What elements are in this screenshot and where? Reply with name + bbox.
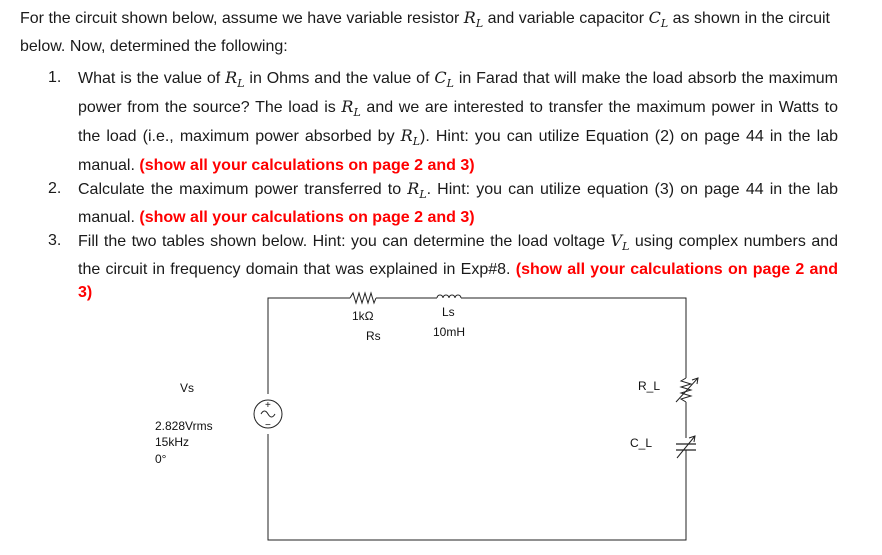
symbol-rl: $R_L$ bbox=[225, 68, 245, 91]
symbol-rl: $R_L$ bbox=[407, 178, 427, 201]
symbol-cl: $C_L$ bbox=[648, 8, 669, 31]
vs-phase-label: 0° bbox=[155, 452, 167, 466]
ls-value-label: 10mH bbox=[433, 325, 466, 339]
symbol-rl: $R_L$ bbox=[341, 97, 361, 120]
variable-resistor-rl-symbol bbox=[676, 378, 698, 402]
q1-text-d: and we are interested to transfer the maximum power in Watts to the load (i.e., maximum power absorbed by bbox=[78, 99, 838, 146]
rs-name-label: Rs bbox=[366, 329, 381, 343]
source-minus-sign: − bbox=[265, 420, 271, 431]
intro-text-1: For the circuit shown below, assume we have variable resistor bbox=[20, 10, 460, 27]
q3-emphasis: (show all your calculations on page 2 and 3) bbox=[78, 260, 838, 301]
q1-text-c: in Farad that will make the load absorb the maximum power from the source? The load is bbox=[78, 70, 839, 117]
ls-name-label: Ls bbox=[442, 305, 455, 319]
q2-emphasis: (show all your calculations on page 2 and 3) bbox=[139, 208, 475, 226]
vs-voltage-label: 2.828Vrms bbox=[155, 419, 213, 433]
rs-value-label: 1kΩ bbox=[352, 309, 374, 323]
symbol-cl: $C_L$ bbox=[434, 68, 454, 91]
question-number: 3. bbox=[48, 231, 62, 249]
symbol-rl: $R_L$ bbox=[463, 8, 484, 31]
question-number: 2. bbox=[48, 179, 62, 197]
question-number: 1. bbox=[48, 69, 62, 86]
q1-text-e: ). Hint: you can utilize Equation (2) on page 44 in the lab manual. bbox=[78, 128, 839, 174]
q1-text-b: in Ohms and the value of bbox=[249, 70, 430, 87]
intro-text-2: and variable capacitor bbox=[487, 10, 645, 27]
q2-text-a: Calculate the maximum power transferred to bbox=[78, 180, 402, 198]
vs-name-label: Vs bbox=[180, 381, 195, 395]
source-plus-sign: + bbox=[265, 400, 271, 411]
q1-text-a: What is the value of bbox=[78, 70, 221, 87]
resistor-rs-symbol bbox=[350, 293, 376, 303]
variable-capacitor-cl-symbol bbox=[676, 436, 696, 458]
inductor-ls-symbol bbox=[437, 295, 461, 298]
q2-text-b: . Hint: you can utilize equation (3) on page 44 in the lab manual. bbox=[78, 180, 839, 226]
q3-text-b: using complex numbers and the circuit in frequency domain that was explained in Exp#8. bbox=[78, 232, 839, 278]
q3-text-a: Fill the two tables shown below. Hint: you can determine the load voltage bbox=[78, 232, 606, 250]
vs-frequency-label: 15kHz bbox=[155, 435, 190, 449]
symbol-rl: $R_L$ bbox=[400, 126, 421, 149]
q1-emphasis: (show all your calculations on page 2 and 3) bbox=[139, 156, 475, 174]
intro-text-3: as shown in the circuit below. Now, determined the following: bbox=[20, 10, 830, 56]
cl-label: C_L bbox=[630, 436, 653, 450]
rl-label: R_L bbox=[638, 379, 661, 393]
circuit-wires bbox=[268, 298, 686, 540]
symbol-vl: $V_L$ bbox=[610, 230, 630, 253]
